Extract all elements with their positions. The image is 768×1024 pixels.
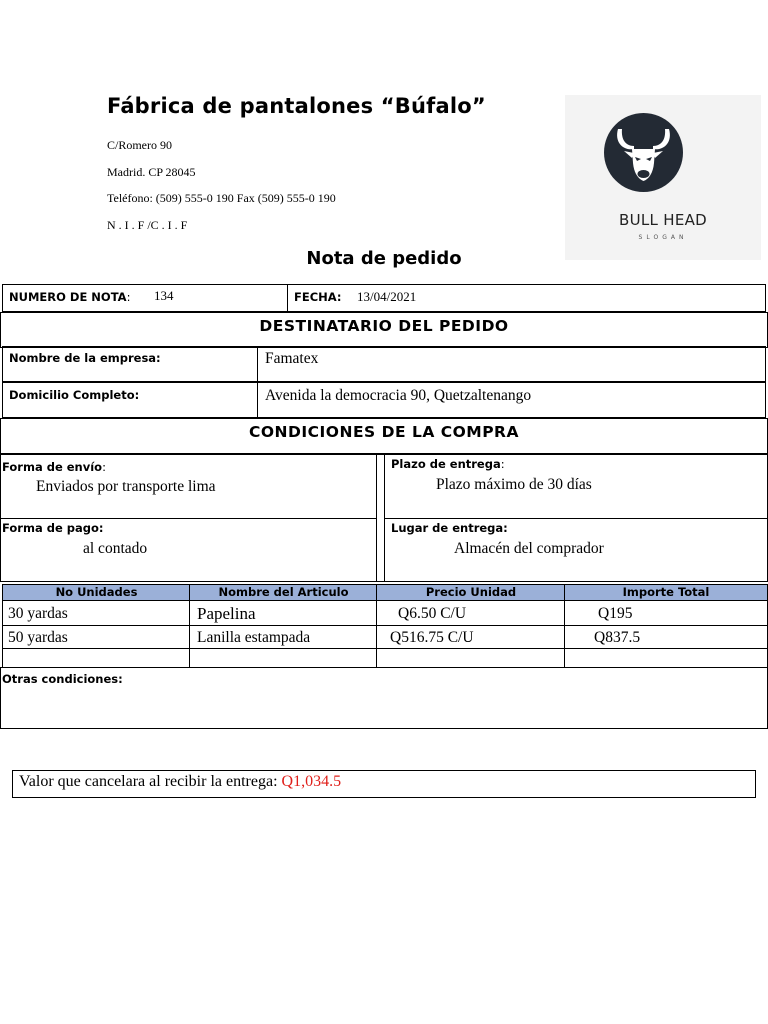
company-name: Fábrica de pantalones “Búfalo”: [107, 94, 486, 118]
delivery-term-label: Plazo de entrega:: [391, 457, 505, 471]
address-label: Domicilio Completo:: [9, 388, 140, 402]
shipping-method-value: Enviados por transporte lima: [36, 478, 216, 495]
conditions-right-separator: [384, 518, 768, 519]
items-column-separator: [564, 584, 565, 668]
company-tax-id: N . I . F /C . I . F: [107, 218, 188, 232]
items-column-separator: [189, 584, 190, 668]
total-label: Valor que cancelara al recibir la entrega:: [19, 773, 282, 790]
payment-method-value: al contado: [83, 540, 148, 557]
column-header-article: Nombre del Articulo: [218, 585, 349, 599]
recipient-section-title: DESTINATARIO DEL PEDIDO: [259, 317, 509, 335]
column-header-unit-price: Precio Unidad: [425, 585, 517, 599]
items-column-separator: [376, 584, 377, 668]
shipping-method-label: Forma de envío:: [2, 460, 106, 474]
logo-slogan: SLOGAN: [638, 234, 688, 241]
order-date-label: FECHA:: [294, 290, 342, 304]
address-value: Avenida la democracia 90, Quetzaltenango: [265, 387, 532, 404]
item-unit-price-cell: Q6.50 C/U: [398, 605, 467, 622]
item-total-cell: Q837.5: [594, 629, 641, 646]
total-value: Q1,034.5: [281, 773, 342, 790]
logo-text: BULL HEAD: [618, 211, 708, 229]
item-units-cell: 30 yardas: [8, 605, 68, 622]
company-name-label: Nombre de la empresa:: [9, 351, 161, 365]
column-header-total: Importe Total: [622, 585, 710, 599]
delivery-place-value: Almacén del comprador: [454, 540, 604, 557]
order-number-label: NUMERO DE NOTA:: [9, 290, 131, 304]
conditions-section-title: CONDICIONES DE LA COMPRA: [249, 423, 519, 441]
items-table-header: [2, 584, 768, 601]
bull-head-logo-icon: [604, 113, 683, 192]
order-info-divider: [287, 284, 288, 312]
items-table-body: [2, 600, 768, 668]
recipient-address-divider: [257, 382, 258, 418]
other-conditions-label: Otras condiciones:: [2, 672, 123, 686]
column-header-units: No Unidades: [55, 585, 138, 599]
item-article-cell: Papelina: [197, 604, 256, 623]
document-title: Nota de pedido: [306, 248, 462, 269]
order-date-value: 13/04/2021: [357, 289, 417, 304]
company-phone-fax: Teléfono: (509) 555-0 190 Fax (509) 555-0 190: [107, 191, 336, 205]
delivery-place-label: Lugar de entrega:: [391, 521, 508, 535]
item-total-cell: Q195: [598, 605, 633, 622]
item-unit-price-cell: Q516.75 C/U: [390, 629, 474, 646]
recipient-company-divider: [257, 346, 258, 382]
delivery-term-value: Plazo máximo de 30 días: [436, 476, 592, 493]
company-address: C/Romero 90: [107, 138, 172, 152]
item-article-cell: Lanilla estampada: [197, 629, 311, 646]
company-name-value: Famatex: [265, 350, 319, 367]
total-line: [19, 773, 341, 791]
conditions-left-separator: [0, 518, 376, 519]
conditions-divider-outer: [376, 454, 377, 582]
company-city: Madrid. CP 28045: [107, 165, 196, 179]
items-row-separator: [2, 625, 768, 626]
order-number-value: 134: [154, 288, 174, 303]
payment-method-label: Forma de pago:: [2, 521, 104, 535]
item-units-cell: 50 yardas: [8, 629, 68, 646]
items-row-separator: [2, 648, 768, 649]
